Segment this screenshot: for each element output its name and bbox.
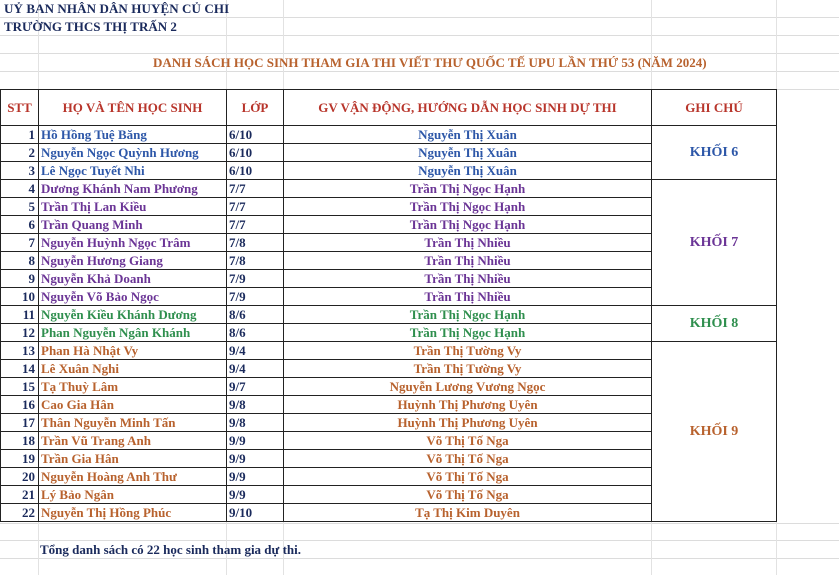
cell-stt[interactable]: 10 bbox=[1, 288, 39, 306]
cell-name[interactable]: Phan Nguyễn Ngân Khánh bbox=[39, 324, 227, 342]
cell-teacher[interactable]: Võ Thị Tố Nga bbox=[284, 468, 652, 486]
table-row bbox=[1, 342, 777, 360]
cell-name[interactable]: Nguyễn Hương Giang bbox=[39, 252, 227, 270]
cell-class[interactable]: 7/9 bbox=[227, 270, 284, 288]
cell-class[interactable]: 7/8 bbox=[227, 252, 284, 270]
cell-class[interactable]: 8/6 bbox=[227, 324, 284, 342]
cell-name[interactable]: Thân Nguyễn Minh Tấn bbox=[39, 414, 227, 432]
cell-name[interactable]: Lê Xuân Nghi bbox=[39, 360, 227, 378]
cell-teacher[interactable]: Trần Thị Tường Vy bbox=[284, 342, 652, 360]
cell-class[interactable]: 7/9 bbox=[227, 288, 284, 306]
cell-class[interactable]: 9/4 bbox=[227, 360, 284, 378]
cell-stt[interactable]: 19 bbox=[1, 450, 39, 468]
cell-group-khoi7[interactable]: KHỐI 7 bbox=[652, 180, 777, 306]
cell-name[interactable]: Nguyễn Hoàng Anh Thư bbox=[39, 468, 227, 486]
cell-name[interactable]: Cao Gia Hân bbox=[39, 396, 227, 414]
cell-stt[interactable]: 3 bbox=[1, 162, 39, 180]
cell-teacher[interactable]: Trần Thị Ngọc Hạnh bbox=[284, 198, 652, 216]
cell-stt[interactable]: 11 bbox=[1, 306, 39, 324]
table-header-row bbox=[1, 90, 777, 126]
grid-line bbox=[0, 523, 839, 524]
cell-teacher[interactable]: Nguyễn Thị Xuân bbox=[284, 162, 652, 180]
cell-name[interactable]: Trần Gia Hân bbox=[39, 450, 227, 468]
cell-stt[interactable]: 12 bbox=[1, 324, 39, 342]
cell-class[interactable]: 6/10 bbox=[227, 162, 284, 180]
col-header-name[interactable]: HỌ VÀ TÊN HỌC SINH bbox=[39, 90, 227, 126]
cell-name[interactable]: Tạ Thuỳ Lâm bbox=[39, 378, 227, 396]
cell-name[interactable]: Phan Hà Nhật Vy bbox=[39, 342, 227, 360]
cell-group-khoi9[interactable]: KHỐI 9 bbox=[652, 342, 777, 522]
cell-teacher[interactable]: Huỳnh Thị Phương Uyên bbox=[284, 414, 652, 432]
cell-teacher[interactable]: Trần Thị Nhiều bbox=[284, 234, 652, 252]
cell-name[interactable]: Trần Thị Lan Kiều bbox=[39, 198, 227, 216]
cell-stt[interactable]: 21 bbox=[1, 486, 39, 504]
table-row bbox=[1, 180, 777, 198]
cell-stt[interactable]: 16 bbox=[1, 396, 39, 414]
cell-class[interactable]: 7/8 bbox=[227, 234, 284, 252]
cell-name[interactable]: Lý Bảo Ngân bbox=[39, 486, 227, 504]
cell-class[interactable]: 9/9 bbox=[227, 450, 284, 468]
cell-name[interactable]: Nguyễn Khả Doanh bbox=[39, 270, 227, 288]
cell-teacher[interactable]: Trần Thị Nhiều bbox=[284, 288, 652, 306]
cell-stt[interactable]: 5 bbox=[1, 198, 39, 216]
summary-text: Tổng danh sách có 22 học sinh tham gia dự thi. bbox=[40, 542, 302, 557]
cell-stt[interactable]: 15 bbox=[1, 378, 39, 396]
cell-class[interactable]: 7/7 bbox=[227, 180, 284, 198]
cell-teacher[interactable]: Trần Thị Nhiều bbox=[284, 252, 652, 270]
cell-teacher[interactable]: Trần Thị Nhiều bbox=[284, 270, 652, 288]
cell-class[interactable]: 9/8 bbox=[227, 414, 284, 432]
cell-class[interactable]: 8/6 bbox=[227, 306, 284, 324]
cell-teacher[interactable]: Trần Thị Ngọc Hạnh bbox=[284, 324, 652, 342]
cell-teacher[interactable]: Tạ Thị Kim Duyên bbox=[284, 504, 652, 522]
cell-teacher[interactable]: Nguyễn Thị Xuân bbox=[284, 126, 652, 144]
cell-name[interactable]: Dương Khánh Nam Phương bbox=[39, 180, 227, 198]
cell-name[interactable]: Nguyễn Thị Hồng Phúc bbox=[39, 504, 227, 522]
cell-name[interactable]: Nguyễn Kiều Khánh Dương bbox=[39, 306, 227, 324]
cell-name[interactable]: Lê Ngọc Tuyết Nhi bbox=[39, 162, 227, 180]
cell-stt[interactable]: 6 bbox=[1, 216, 39, 234]
cell-class[interactable]: 6/10 bbox=[227, 144, 284, 162]
cell-class[interactable]: 9/9 bbox=[227, 486, 284, 504]
col-header-stt[interactable]: STT bbox=[1, 90, 39, 126]
cell-stt[interactable]: 8 bbox=[1, 252, 39, 270]
table-row bbox=[1, 306, 777, 324]
cell-class[interactable]: 9/10 bbox=[227, 504, 284, 522]
cell-class[interactable]: 6/10 bbox=[227, 126, 284, 144]
cell-stt[interactable]: 18 bbox=[1, 432, 39, 450]
cell-class[interactable]: 9/8 bbox=[227, 396, 284, 414]
table-row bbox=[1, 126, 777, 144]
cell-class[interactable]: 7/7 bbox=[227, 198, 284, 216]
cell-stt[interactable]: 13 bbox=[1, 342, 39, 360]
cell-name[interactable]: Nguyễn Võ Bảo Ngọc bbox=[39, 288, 227, 306]
cell-teacher[interactable]: Võ Thị Tố Nga bbox=[284, 486, 652, 504]
cell-teacher[interactable]: Trần Thị Ngọc Hạnh bbox=[284, 306, 652, 324]
cell-teacher[interactable]: Nguyễn Lương Vương Ngọc bbox=[284, 378, 652, 396]
cell-class[interactable]: 9/9 bbox=[227, 468, 284, 486]
cell-class[interactable]: 9/9 bbox=[227, 432, 284, 450]
student-table bbox=[0, 89, 777, 522]
cell-teacher[interactable]: Võ Thị Tố Nga bbox=[284, 450, 652, 468]
school-name: TRƯỜNG THCS THỊ TRẤN 2 bbox=[4, 19, 177, 34]
cell-stt[interactable]: 2 bbox=[1, 144, 39, 162]
cell-stt[interactable]: 4 bbox=[1, 180, 39, 198]
cell-teacher[interactable]: Trần Thị Ngọc Hạnh bbox=[284, 180, 652, 198]
cell-stt[interactable]: 17 bbox=[1, 414, 39, 432]
page-title: DANH SÁCH HỌC SINH THAM GIA THI VIẾT THƯ QUỐC TẾ UPU LẦN THỨ 53 (NĂM 2024) bbox=[153, 55, 707, 70]
cell-class[interactable]: 9/7 bbox=[227, 378, 284, 396]
cell-stt[interactable]: 9 bbox=[1, 270, 39, 288]
cell-stt[interactable]: 7 bbox=[1, 234, 39, 252]
col-header-class[interactable]: LỚP bbox=[227, 90, 284, 126]
cell-group-khoi8[interactable]: KHỐI 8 bbox=[652, 306, 777, 342]
cell-name[interactable]: Trần Quang Minh bbox=[39, 216, 227, 234]
cell-stt[interactable]: 1 bbox=[1, 126, 39, 144]
cell-stt[interactable]: 14 bbox=[1, 360, 39, 378]
cell-teacher[interactable]: Nguyễn Thị Xuân bbox=[284, 144, 652, 162]
cell-stt[interactable]: 22 bbox=[1, 504, 39, 522]
col-header-teacher[interactable]: GV VẬN ĐỘNG, HƯỚNG DẪN HỌC SINH DỰ THI bbox=[284, 90, 652, 126]
cell-teacher[interactable]: Trần Thị Ngọc Hạnh bbox=[284, 216, 652, 234]
cell-teacher[interactable]: Võ Thị Tố Nga bbox=[284, 432, 652, 450]
cell-name[interactable]: Nguyễn Huỳnh Ngọc Trâm bbox=[39, 234, 227, 252]
cell-class[interactable]: 7/7 bbox=[227, 216, 284, 234]
cell-name[interactable]: Nguyễn Ngọc Quỳnh Hương bbox=[39, 144, 227, 162]
cell-group-khoi6[interactable]: KHỐI 6 bbox=[652, 126, 777, 180]
col-header-note[interactable]: GHI CHÚ bbox=[652, 90, 777, 126]
org-name: UỶ BAN NHÂN DÂN HUYỆN CỦ CHI bbox=[4, 1, 230, 16]
cell-teacher[interactable]: Huỳnh Thị Phương Uyên bbox=[284, 396, 652, 414]
cell-name[interactable]: Hồ Hồng Tuệ Băng bbox=[39, 126, 227, 144]
cell-teacher[interactable]: Trần Thị Tường Vy bbox=[284, 360, 652, 378]
cell-class[interactable]: 9/4 bbox=[227, 342, 284, 360]
cell-name[interactable]: Trần Vũ Trang Anh bbox=[39, 432, 227, 450]
cell-stt[interactable]: 20 bbox=[1, 468, 39, 486]
